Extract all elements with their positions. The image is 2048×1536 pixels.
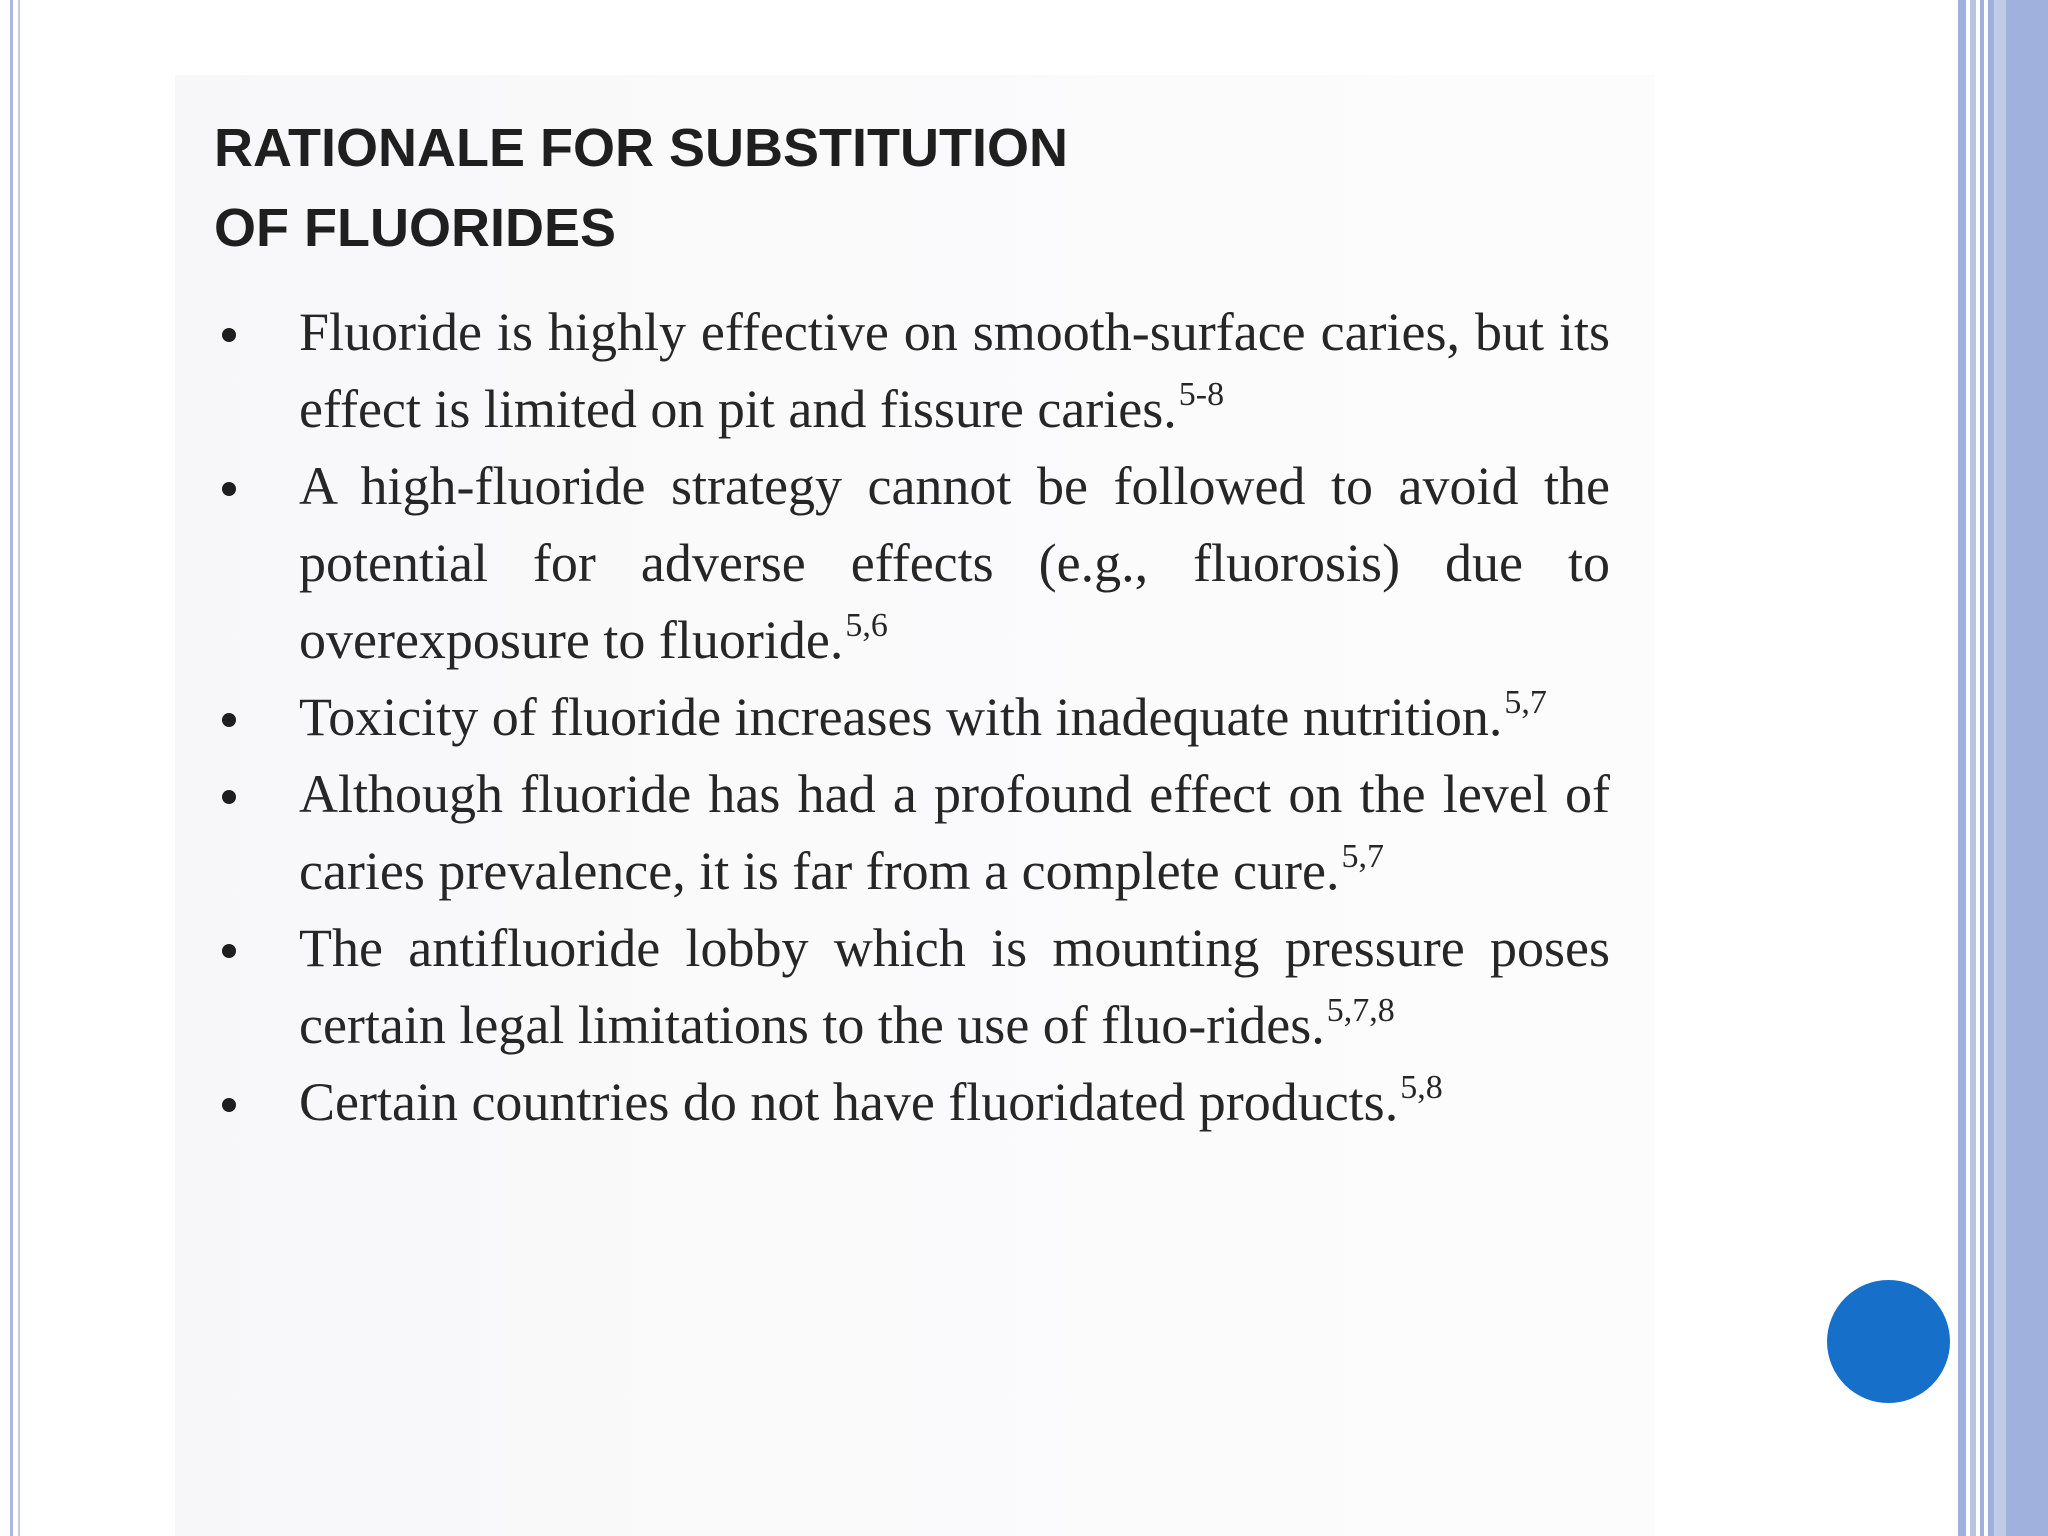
list-item: [214, 448, 1610, 679]
bullet-dot-icon: [222, 482, 236, 496]
frame-bar: [1994, 0, 2006, 1536]
list-item-text: The antifluoride lobby which is mounting pressure poses certain legal limitations to the use of fluo-rides.: [299, 918, 1610, 1055]
list-item: [214, 756, 1610, 910]
bullet-dot-icon: [222, 790, 236, 804]
bullet-dot-icon: [222, 328, 236, 342]
rationale-list: [214, 294, 1610, 1141]
reference-superscript: 5,8: [1400, 1069, 1443, 1106]
frame-bar: [2006, 0, 2048, 1536]
reference-superscript: 5,6: [845, 607, 888, 644]
list-item: [214, 910, 1610, 1064]
list-item: [214, 294, 1610, 448]
list-item-text: Certain countries do not have fluoridated products.: [299, 1072, 1399, 1132]
frame-bar: [1980, 0, 1984, 1536]
title-line-1: RATIONALE FOR SUBSTITUTION: [214, 118, 1068, 178]
reference-superscript: 5,7: [1504, 684, 1547, 721]
bullet-dot-icon: [222, 713, 236, 727]
list-item-text: Although fluoride has had a profound effect on the level of caries prevalence, it is far from a complete cure.: [299, 764, 1610, 901]
slide-frame-line: [18, 0, 20, 1536]
title-line-2: OF FLUORIDES: [214, 198, 616, 258]
list-item: [214, 679, 1610, 756]
bullet-dot-icon: [222, 944, 236, 958]
circle-button-icon[interactable]: [1827, 1280, 1950, 1403]
page-title: [214, 108, 1068, 268]
bullet-dot-icon: [222, 1098, 236, 1112]
reference-superscript: 5,7,8: [1326, 992, 1395, 1029]
reference-superscript: 5,7: [1341, 838, 1384, 875]
list-item-text: Fluoride is highly effective on smooth-surface caries, but its effect is limited on pit and fissure caries.: [299, 302, 1610, 439]
slide-frame-line: [10, 0, 13, 1536]
frame-bar: [1958, 0, 1966, 1536]
list-item-text: A high-fluoride strategy cannot be followed to avoid the potential for adverse effects (e.g., fluorosis) due to overexposure to fluoride.: [299, 456, 1610, 670]
list-item-text: Toxicity of fluoride increases with inadequate nutrition.: [299, 687, 1503, 747]
frame-bar: [1970, 0, 1976, 1536]
reference-superscript: 5-8: [1178, 376, 1225, 413]
list-item: [214, 1064, 1610, 1141]
slide-frame-decoration: [1958, 0, 2048, 1536]
